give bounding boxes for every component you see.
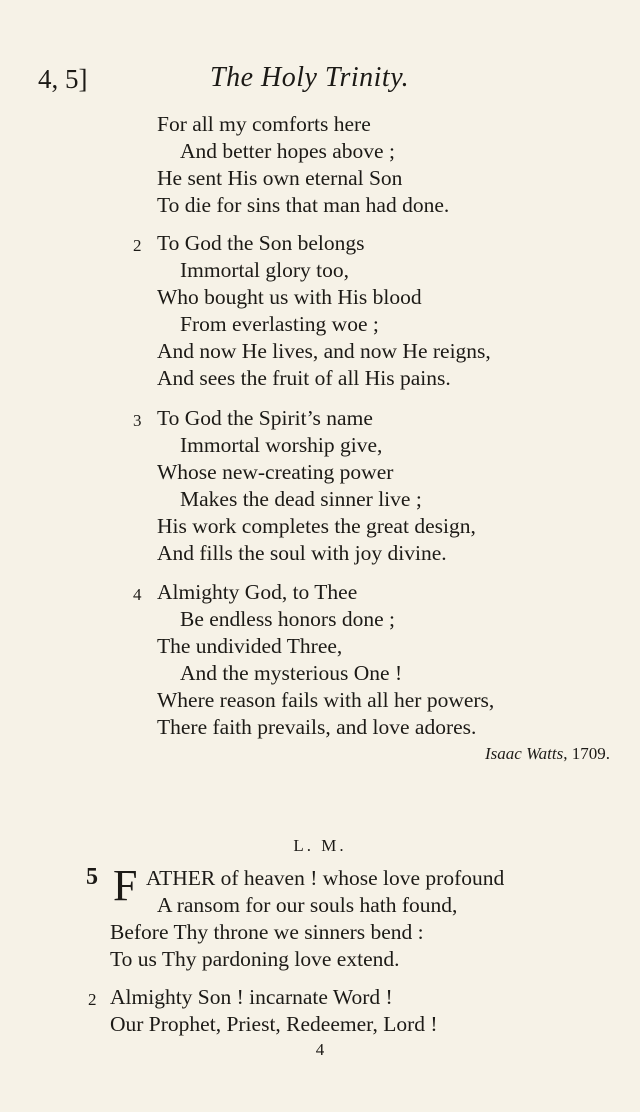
verse-line: Almighty Son ! incarnate Word !	[110, 985, 393, 1009]
verse-line: His work completes the great design,	[157, 514, 476, 538]
verse-line: Whose new-creating power	[157, 460, 394, 484]
section-number: 4, 5]	[38, 64, 88, 94]
verse-line: Where reason fails with all her powers,	[157, 688, 495, 712]
meter-label: L. M.	[293, 836, 347, 855]
verse-line: From everlasting woe ;	[180, 312, 379, 336]
verse-line: He sent His own eternal Son	[157, 166, 403, 190]
verse-line: Immortal worship give,	[180, 433, 383, 457]
verse-number: 2	[88, 990, 97, 1009]
verse-line: To God the Son belongs	[157, 231, 365, 255]
verse-number: 2	[133, 236, 142, 255]
author-attribution	[485, 744, 610, 764]
verse-line: Makes the dead sinner live ;	[180, 487, 422, 511]
verse-number: 3	[133, 411, 142, 430]
verse-line: And now He lives, and now He reigns,	[157, 339, 491, 363]
verse-line: To God the Spirit’s name	[157, 406, 373, 430]
verse-line: Before Thy throne we sinners bend :	[110, 920, 424, 944]
page-title: The Holy Trinity.	[210, 62, 410, 93]
verse-line: Who bought us with His blood	[157, 285, 422, 309]
verse-line: Our Prophet, Priest, Redeemer, Lord !	[110, 1012, 438, 1036]
verse-line: ATHER of heaven ! whose love profound	[146, 866, 505, 890]
verse-line: There faith prevails, and love adores.	[157, 715, 477, 739]
author-year: , 1709.	[563, 744, 610, 763]
verse-line: Almighty God, to Thee	[157, 580, 358, 604]
verse-line: A ransom for our souls hath found,	[157, 893, 458, 917]
author-name: Isaac Watts	[485, 744, 564, 763]
verse-line: To die for sins that man had done.	[157, 193, 450, 217]
verse-line: For all my comforts here	[157, 112, 371, 136]
verse-line: And sees the fruit of all His pains.	[157, 366, 451, 390]
hymn-number: 5	[86, 864, 98, 890]
drop-cap: F	[113, 861, 138, 910]
verse-line: And the mysterious One !	[180, 661, 403, 685]
verse-line: Be endless honors done ;	[180, 607, 395, 631]
verse-line: Immortal glory too,	[180, 258, 349, 282]
verse-line: And better hopes above ;	[180, 139, 395, 163]
verse-number: 4	[133, 585, 142, 604]
verse-line: And fills the soul with joy divine.	[157, 541, 447, 565]
page-number: 4	[315, 1040, 325, 1059]
verse-line: To us Thy pardoning love extend.	[110, 947, 400, 971]
verse-line: The undivided Three,	[157, 634, 343, 658]
